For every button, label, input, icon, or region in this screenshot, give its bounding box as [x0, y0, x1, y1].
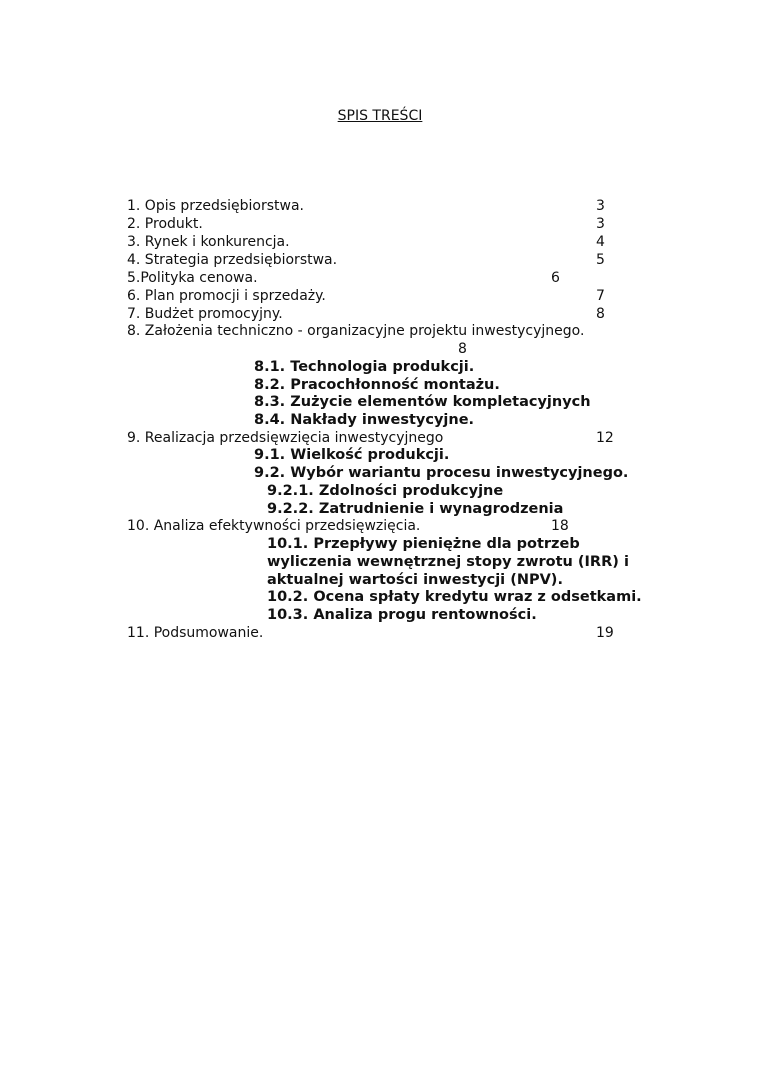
toc-entry-10-1-line-1: 10.1. Przepływy pieniężne dla potrzeb [267, 536, 580, 552]
toc-entry-9-2-2: 9.2.2. Zatrudnienie i wynagrodzenia [267, 501, 564, 517]
toc-entry-2: 2. Produkt. [127, 216, 203, 232]
toc-page-1: 3 [596, 198, 605, 214]
toc-entry-10-3: 10.3. Analiza progu rentowności. [267, 607, 537, 623]
toc-entry-6: 6. Plan promocji i sprzedaży. [127, 288, 326, 304]
toc-entry-9: 9. Realizacja przedsięwzięcia inwestycyjnego [127, 430, 444, 446]
toc-entry-8-4: 8.4. Nakłady inwestycyjne. [254, 412, 475, 428]
toc-page-10: 18 [551, 518, 569, 534]
toc-entry-1: 1. Opis przedsiębiorstwa. [127, 198, 304, 214]
toc-page-8: 8 [458, 341, 467, 357]
toc-entry-10-1-line-2: wyliczenia wewnętrznej stopy zwrotu (IRR) i [267, 554, 629, 570]
toc-page-3: 4 [596, 234, 605, 250]
toc-entry-8-3: 8.3. Zużycie elementów kompletacyjnych [254, 394, 591, 410]
page-title: SPIS TREŚCI [337, 108, 423, 124]
toc-page-9: 12 [596, 430, 614, 446]
toc-entry-4: 4. Strategia przedsiębiorstwa. [127, 252, 338, 268]
toc-entry-7: 7. Budżet promocyjny. [127, 306, 283, 322]
toc-entry-3: 3. Rynek i konkurencja. [127, 234, 290, 250]
toc-entry-8-2: 8.2. Pracochłonność montażu. [254, 377, 500, 393]
toc-entry-8-1: 8.1. Technologia produkcji. [254, 359, 475, 375]
toc-entry-9-1: 9.1. Wielkość produkcji. [254, 447, 450, 463]
toc-page-4: 5 [596, 252, 605, 268]
toc-entry-5: 5.Polityka cenowa. [127, 270, 258, 286]
toc-page-7: 8 [596, 306, 605, 322]
toc-entry-10-1-line-3: aktualnej wartości inwestycji (NPV). [267, 572, 563, 588]
toc-entry-11: 11. Podsumowanie. [127, 625, 264, 641]
toc-entry-10-2: 10.2. Ocena spłaty kredytu wraz z odsetkami. [267, 589, 642, 605]
toc-page-2: 3 [596, 216, 605, 232]
toc-entry-8: 8. Założenia techniczno - organizacyjne projektu inwestycyjnego. [127, 323, 585, 339]
toc-page-6: 7 [596, 288, 605, 304]
toc-page-11: 19 [596, 625, 614, 641]
toc-entry-9-2-1: 9.2.1. Zdolności produkcyjne [267, 483, 504, 499]
toc-entry-9-2: 9.2. Wybór wariantu procesu inwestycyjnego. [254, 465, 629, 481]
toc-entry-10: 10. Analiza efektywności przedsięwzięcia. [127, 518, 421, 534]
toc-page-5: 6 [551, 270, 560, 286]
